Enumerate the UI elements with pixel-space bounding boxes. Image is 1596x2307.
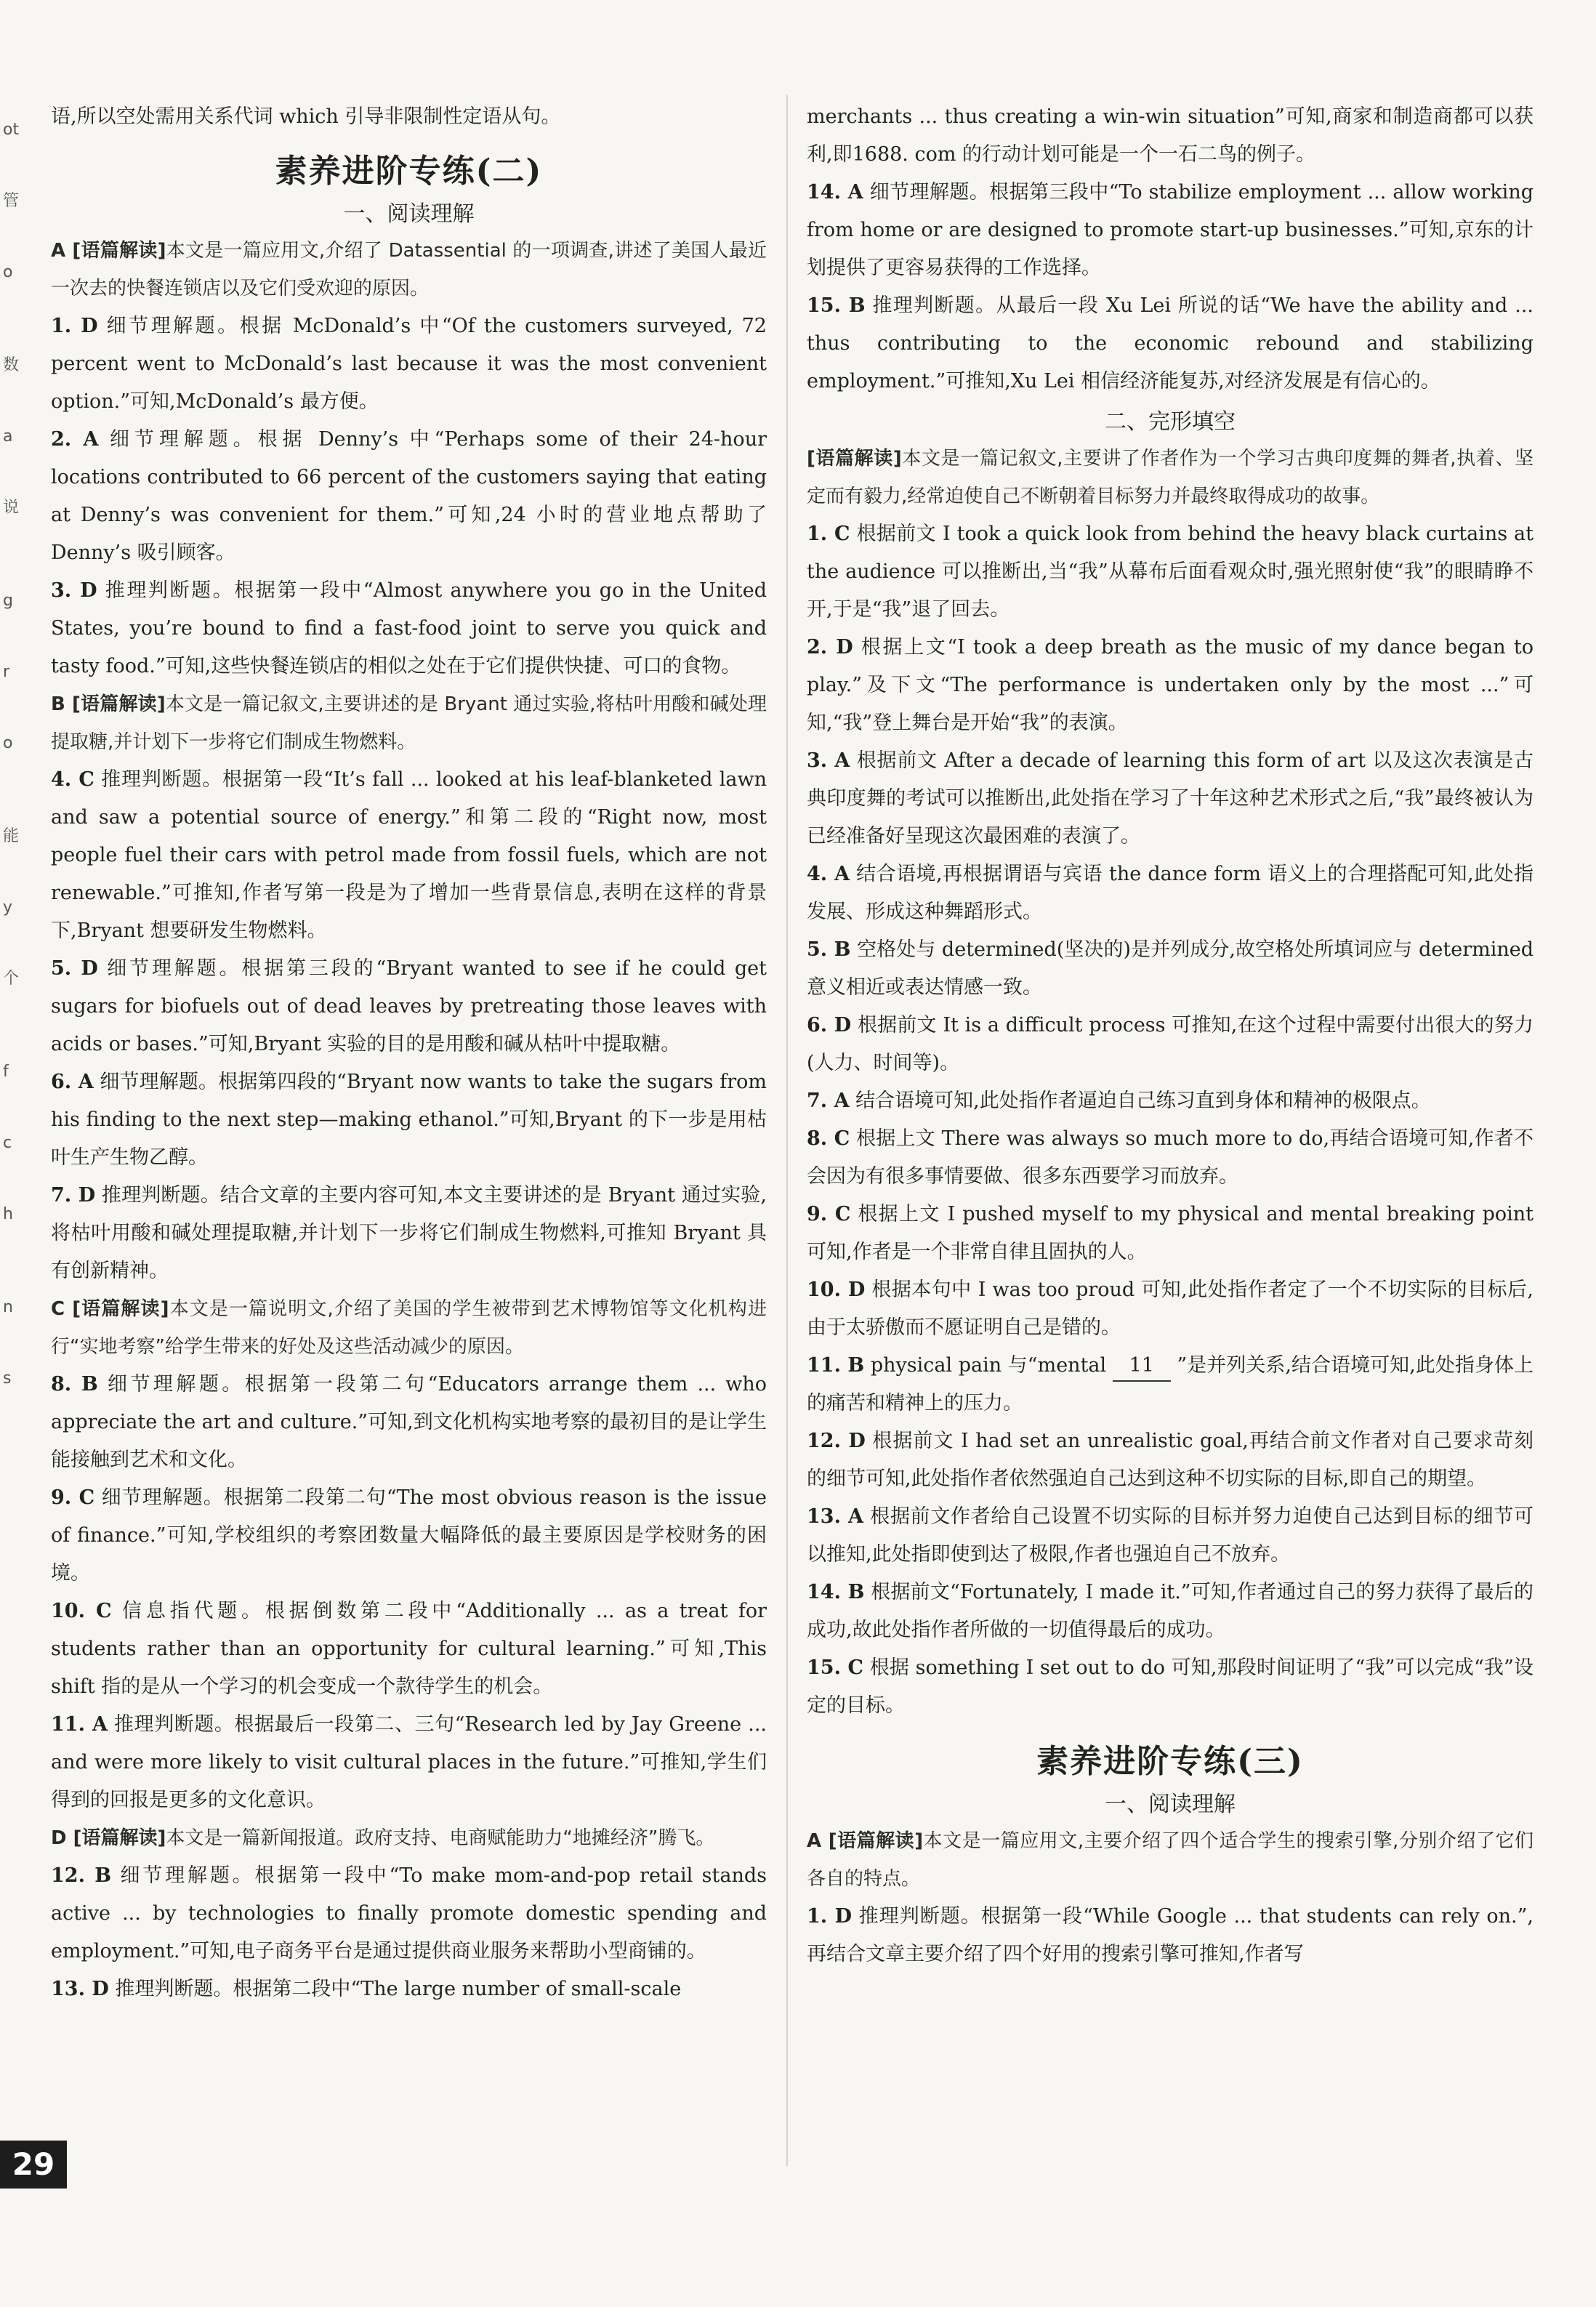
column-divider bbox=[786, 94, 788, 2166]
answer-number: 9. C bbox=[51, 1486, 95, 1509]
edge-fragment: r bbox=[3, 663, 10, 681]
answer-item bbox=[807, 1649, 1533, 1725]
passage-summary-text: 本文是一篇记叙文,主要讲述的是 Bryant 通过实验,将枯叶用酸和碱处理提取糖,并计划下一步将它们制成生物燃料。 bbox=[51, 693, 767, 753]
answer-item bbox=[807, 629, 1533, 742]
edge-fragment: 说 bbox=[3, 499, 20, 517]
edge-fragment: h bbox=[3, 1205, 13, 1223]
passage-summary-text: 本文是一篇说明文,介绍了美国的学生被带到艺术博物馆等文化机构进行“实地考察”给学生带来的好处及这些活动减少的原因。 bbox=[51, 1298, 767, 1358]
right-answers-continued bbox=[807, 98, 1533, 400]
answer-item bbox=[51, 421, 767, 572]
passage-summary-text: 本文是一篇应用文,主要介绍了四个适合学生的搜索引擎,分别介绍了它们各自的特点。 bbox=[807, 1830, 1533, 1890]
passage-summary bbox=[51, 1819, 767, 1857]
left-column bbox=[51, 98, 767, 2213]
answer-number: 2. A bbox=[51, 428, 99, 451]
answer-text: 根据 something I set out to do 可知,那段时间证明了“我”可以完成“我”设定的目标。 bbox=[807, 1656, 1533, 1717]
answer-text: 根据前文“Fortunately, I made it.”可知,作者通过自己的努力获得了最后的成功,故此处指作者所做的一切值得最后的成功。 bbox=[807, 1581, 1533, 1641]
passage-summary-text: 本文是一篇记叙文,主要讲了作者作为一个学习古典印度舞的舞者,执着、坚定而有毅力,经常迫使自己不断朝着目标努力并最终取得成功的故事。 bbox=[807, 448, 1533, 507]
answer-text: 细节理解题。根据第一段中“To make mom-and-pop retail stands active ... by technologies to finally promote domestic spending and employment.”可知,电子商务平台是通过提供商业服务来帮助小型商铺的。 bbox=[51, 1864, 767, 1962]
answer-item bbox=[51, 1063, 767, 1177]
answer-number: 10. C bbox=[51, 1600, 112, 1622]
passage-tag: [语篇解读] bbox=[807, 448, 902, 470]
passage-summary bbox=[51, 685, 767, 761]
answer-item bbox=[51, 1177, 767, 1290]
passage-summary bbox=[51, 232, 767, 307]
answer-text: 细节理解题。根据第三段的“Bryant wanted to see if he could get sugars for biofuels out of dead leaves by pretreating those leaves with acids or bases.”可知,Bryant 实验的目的是用酸和碱从枯叶中提取糖。 bbox=[51, 957, 767, 1055]
section-3-answers bbox=[807, 1822, 1533, 1973]
left-answers bbox=[51, 232, 767, 2008]
answer-number: 3. D bbox=[51, 579, 97, 602]
edge-fragment: 个 bbox=[3, 970, 20, 988]
answer-number: 4. C bbox=[51, 768, 94, 791]
answer-item bbox=[51, 1479, 767, 1593]
answer-number: 12. D bbox=[807, 1430, 866, 1452]
passage-summary-text: 本文是一篇应用文,介绍了 Datassential 的一项调查,讲述了美国人最近一次去的快餐连锁店以及它们受欢迎的原因。 bbox=[51, 240, 767, 299]
answer-item bbox=[51, 1593, 767, 1706]
answer-text: 结合语境可知,此处指作者逼迫自己练习直到身体和精神的极限点。 bbox=[849, 1090, 1431, 1112]
answer-text: 根据前文 I had set an unrealistic goal,再结合前文作者对自己要求苛刻的细节可知,此处指作者依然强迫自己达到这种不切实际的目标,即自己的期望。 bbox=[807, 1430, 1533, 1490]
answer-text: 推理判断题。根据第一段“It’s fall ... looked at his leaf-blanketed lawn and saw a potential source of energy.”和第二段的“Right now, most people fuel their cars with petrol made from fossil fuels, which are not renewable.”可推知,作者写第一段是为了增加一些背景信息,表明在这样的背景下,Bryant 想要研发生物燃料。 bbox=[51, 768, 767, 942]
page-number: 29 bbox=[0, 2141, 67, 2189]
answer-item bbox=[807, 855, 1533, 931]
edge-fragment: 能 bbox=[3, 827, 20, 845]
answer-text: 根据前文 After a decade of learning this form of art 以及这次表演是古典印度舞的考试可以推断出,此处指在学习了十年这种艺术形式之后,“我”最终被认为已经准备好呈现这次最困难的表演了。 bbox=[807, 749, 1533, 847]
answer-text: 细节理解题。根据第二段第二句“The most obvious reason is the issue of finance.”可知,学校组织的考察团数量大幅降低的最主要原因是学校财务的困境。 bbox=[51, 1486, 767, 1585]
cloze-answers bbox=[807, 440, 1533, 1725]
subsection-cloze: 二、完形填空 bbox=[1105, 409, 1236, 435]
edge-fragment: y bbox=[3, 898, 13, 917]
passage-tag: B [语篇解读] bbox=[51, 693, 166, 715]
answer-continuation bbox=[807, 98, 1533, 174]
answer-item bbox=[807, 1082, 1533, 1120]
answer-text: 结合语境,再根据谓语与宾语 the dance form 语义上的合理搭配可知,此处指发展、形成这种舞蹈形式。 bbox=[807, 863, 1533, 923]
answer-text: 根据前文 It is a difficult process 可推知,在这个过程中需要付出很大的努力(人力、时间等)。 bbox=[807, 1014, 1533, 1074]
left-lead-line: 语,所以空处需用关系代词 which 引导非限制性定语从句。 bbox=[51, 105, 561, 128]
answer-number: 14. A bbox=[807, 181, 863, 204]
answer-item bbox=[807, 174, 1533, 287]
answer-text: 推理判断题。从最后一段 Xu Lei 所说的话“We have the ability and ... thus contributing to the economic rebound and stabilizing employment.”可推知,Xu Lei 相信经济能复苏,对经济发展是有信心的。 bbox=[807, 294, 1533, 392]
answer-text: merchants ... thus creating a win-win situation”可知,商家和制造商都可以获利,即1688. com 的行动计划可能是一个一石二鸟的例子。 bbox=[807, 105, 1533, 166]
answer-item bbox=[807, 1574, 1533, 1649]
passage-summary bbox=[807, 1822, 1533, 1898]
answer-number: 13. D bbox=[51, 1978, 109, 2000]
section-title-2: 素养进阶专练(二) bbox=[275, 153, 543, 190]
answer-item bbox=[807, 1120, 1533, 1196]
edge-fragment: s bbox=[3, 1369, 12, 1388]
edge-fragment: o bbox=[3, 263, 13, 281]
answer-number: 5. D bbox=[51, 957, 98, 980]
answer-number: 2. D bbox=[807, 636, 853, 659]
answer-text: 根据上文 There was always so much more to do,再结合语境可知,作者不会因为有很多事情要做、很多东西要学习而放弃。 bbox=[807, 1127, 1533, 1188]
edge-fragment: ot bbox=[3, 121, 20, 139]
answer-item bbox=[807, 1347, 1533, 1422]
answer-text: 推理判断题。结合文章的主要内容可知,本文主要讲述的是 Bryant 通过实验,将枯叶用酸和碱处理提取糖,并计划下一步将它们制成生物燃料,可推知 Bryant 具有创新精神。 bbox=[51, 1184, 767, 1282]
answer-number: 6. D bbox=[807, 1014, 852, 1036]
answer-item bbox=[51, 572, 767, 685]
answer-number: 5. B bbox=[807, 938, 851, 961]
answer-item bbox=[51, 307, 767, 421]
answer-text: 细节理解题。根据第一段第二句“Educators arrange them ... who appreciate the art and culture.”可知,到文化机构实地考察的最初目的是让学生能接触到艺术和文化。 bbox=[51, 1373, 767, 1471]
edge-fragment: 管 bbox=[3, 192, 20, 210]
edge-fragment: o bbox=[3, 734, 13, 752]
answer-text: 细节理解题。根据第四段的“Bryant now wants to take the sugars from his finding to the next step—making ethanol.”可知,Bryant 的下一步是用枯叶生产生物乙醇。 bbox=[51, 1071, 767, 1169]
answer-number: 11. A bbox=[51, 1713, 108, 1736]
passage-summary bbox=[51, 1290, 767, 1366]
passage-summary bbox=[807, 440, 1533, 515]
answer-text: 推理判断题。根据第二段中“The large number of small-scale bbox=[108, 1978, 682, 2000]
answer-number: 11. B bbox=[807, 1354, 865, 1377]
answer-text: 推理判断题。根据第一段“While Google ... that students can rely on.”,再结合文章主要介绍了四个好用的搜索引擎可推知,作者写 bbox=[807, 1905, 1533, 1965]
answer-item bbox=[807, 1196, 1533, 1271]
answer-text: ”是并列关系,结合语境可知,此处指身体上的痛苦和精神上的压力。 bbox=[807, 1354, 1533, 1414]
edge-fragment: n bbox=[3, 1298, 13, 1316]
answer-text: 根据前文 I took a quick look from behind the heavy black curtains at the audience 可以推断出,当“我”从幕布后面看观众时,强光照射使“我”的眼睛睁不开,于是“我”退了回去。 bbox=[807, 523, 1533, 621]
answer-text: physical pain 与“mental bbox=[864, 1354, 1113, 1377]
passage-tag: D [语篇解读] bbox=[51, 1827, 166, 1849]
answer-item bbox=[807, 1898, 1533, 1973]
passage-tag: C [语篇解读] bbox=[51, 1298, 169, 1320]
answer-number: 3. A bbox=[807, 749, 850, 772]
answer-item bbox=[807, 1422, 1533, 1498]
answer-item bbox=[51, 1970, 767, 2008]
right-column bbox=[807, 98, 1533, 2213]
answer-number: 1. D bbox=[807, 1905, 853, 1928]
answer-number: 10. D bbox=[807, 1279, 866, 1301]
edge-fragment: f bbox=[3, 1063, 9, 1081]
answer-number: 12. B bbox=[51, 1864, 112, 1887]
answer-text: 根据上文 I pushed myself to my physical and mental breaking point 可知,作者是一个非常自律且固执的人。 bbox=[807, 1203, 1533, 1263]
section-title-3: 素养进阶专练(三) bbox=[1036, 1743, 1304, 1780]
answer-text: 根据上文“I took a deep breath as the music of my dance began to play.”及下文“The performance is undertaken only by the most ...”可知,“我”登上舞台是开始“我”的表演。 bbox=[807, 636, 1533, 734]
answer-item bbox=[51, 1857, 767, 1970]
passage-tag: A [语篇解读] bbox=[807, 1830, 924, 1852]
edge-fragment: 数 bbox=[3, 356, 20, 374]
answer-item bbox=[807, 1498, 1533, 1574]
blank-11: 11 bbox=[1113, 1351, 1171, 1382]
subsection-reading: 一、阅读理解 bbox=[343, 201, 475, 227]
answer-item bbox=[51, 761, 767, 950]
edge-fragment: a bbox=[3, 427, 13, 446]
answer-item bbox=[807, 742, 1533, 855]
answer-number: 6. A bbox=[51, 1071, 94, 1093]
edge-fragment: c bbox=[3, 1134, 12, 1152]
answer-number: 4. A bbox=[807, 863, 850, 885]
answer-text: 根据本句中 I was too proud 可知,此处指作者定了一个不切实际的目标后,由于太骄傲而不愿证明自己是错的。 bbox=[807, 1279, 1533, 1339]
binding-edge-fragments bbox=[3, 109, 19, 1429]
answer-text: 空格处与 determined(坚决的)是并列成分,故空格处所填词应与 determined 意义相近或表达情感一致。 bbox=[807, 938, 1533, 999]
answer-number: 8. C bbox=[807, 1127, 850, 1150]
answer-number: 7. D bbox=[51, 1184, 96, 1207]
answer-number: 15. B bbox=[807, 294, 866, 317]
answer-number: 1. D bbox=[51, 315, 98, 337]
answer-item bbox=[51, 950, 767, 1063]
answer-item bbox=[51, 1706, 767, 1819]
passage-summary-text: 本文是一篇新闻报道。政府支持、电商赋能助力“地摊经济”腾飞。 bbox=[166, 1827, 715, 1849]
answer-text: 推理判断题。根据最后一段第二、三句“Research led by Jay Greene ... and were more likely to visit cultural places in the future.”可推知,学生们得到的回报是更多的文化意识。 bbox=[51, 1713, 767, 1811]
answer-text: 根据前文作者给自己设置不切实际的目标并努力迫使自己达到目标的细节可以推知,此处指即使到达了极限,作者也强迫自己不放弃。 bbox=[807, 1505, 1533, 1566]
answer-text: 推理判断题。根据第一段中“Almost anywhere you go in the United States, you’re bound to find a fast-food joint to serve you quick and tasty food.”可知,这些快餐连锁店的相似之处在于它们提供快捷、可口的食物。 bbox=[51, 579, 767, 677]
answer-text: 细节理解题。根据 McDonald’s 中“Of the customers surveyed, 72 percent went to McDonald’s last because it was the most convenient option.”可知,McDonald’s 最方便。 bbox=[51, 315, 767, 413]
subsection-reading-3: 一、阅读理解 bbox=[1105, 1792, 1236, 1817]
edge-fragment: g bbox=[3, 592, 13, 610]
answer-item bbox=[807, 287, 1533, 400]
answer-number: 15. C bbox=[807, 1656, 863, 1679]
answer-number: 7. A bbox=[807, 1090, 850, 1112]
answer-item bbox=[807, 1007, 1533, 1082]
answer-item bbox=[51, 1366, 767, 1479]
answer-item bbox=[807, 931, 1533, 1007]
answer-number: 8. B bbox=[51, 1373, 98, 1396]
answer-number: 13. A bbox=[807, 1505, 864, 1528]
answer-text: 细节理解题。根据第三段中“To stabilize employment ... allow working from home or are designed to promote start-up businesses.”可知,京东的计划提供了更容易获得的工作选择。 bbox=[807, 181, 1533, 279]
answer-item bbox=[807, 1271, 1533, 1347]
answer-text: 细节理解题。根据 Denny’s 中“Perhaps some of their 24-hour locations contributed to 66 percent of the customers saying that eating at Denny’s was convenient for them.”可知,24 小时的营业地点帮助了 Denny’s 吸引顾客。 bbox=[51, 428, 767, 564]
answer-number: 1. C bbox=[807, 523, 850, 545]
answer-number: 14. B bbox=[807, 1581, 865, 1603]
answer-text: 信息指代题。根据倒数第二段中“Additionally ... as a treat for students rather than an opportunity for cultural learning.”可知,This shift 指的是从一个学习的机会变成一个款待学生的机会。 bbox=[51, 1600, 767, 1698]
answer-item bbox=[807, 515, 1533, 629]
passage-tag: A [语篇解读] bbox=[51, 240, 166, 262]
answer-number: 9. C bbox=[807, 1203, 851, 1225]
